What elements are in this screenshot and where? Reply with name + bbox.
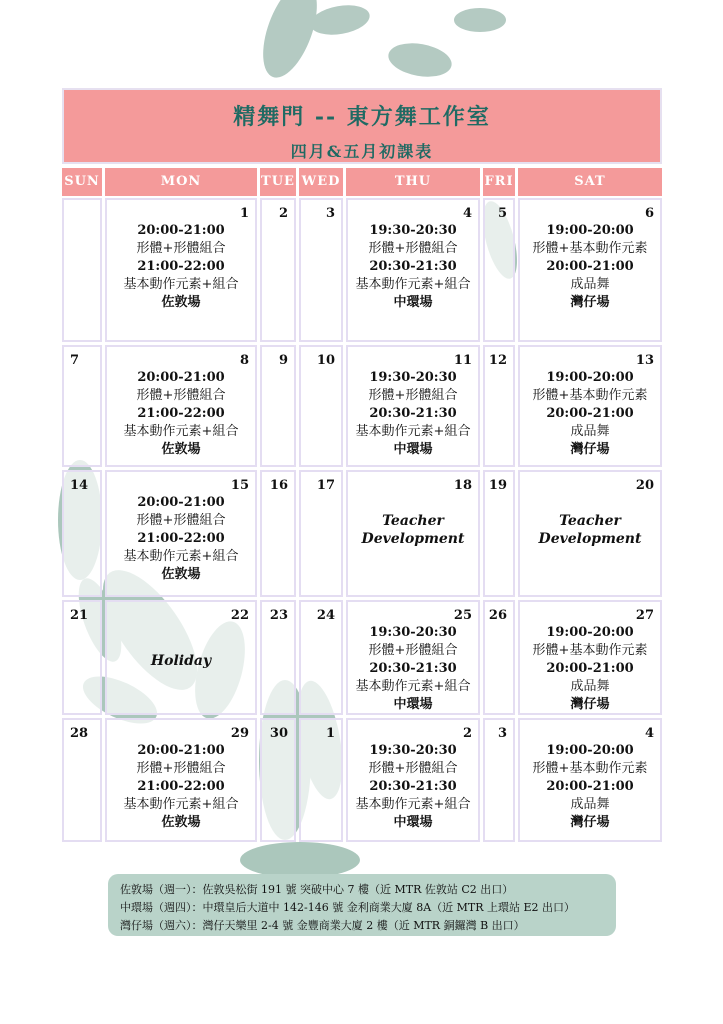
date-number: 26 <box>488 608 507 623</box>
class-type: 形體+形體組合 <box>368 388 458 403</box>
time-slot: 20:00-21:00 <box>546 661 634 676</box>
date-number: 19 <box>488 478 507 493</box>
time-slot: 19:00-20:00 <box>546 625 634 640</box>
day-cell-thu <box>346 345 480 467</box>
class-schedule <box>348 369 478 459</box>
day-header-sat: SAT <box>518 168 662 196</box>
time-slot: 20:00-21:00 <box>137 370 225 385</box>
venue-label: 灣仔場 <box>570 442 610 457</box>
class-schedule <box>107 369 255 459</box>
day-cell-tue <box>260 345 296 467</box>
special-event-line: Development <box>538 531 642 547</box>
time-slot: 21:00-22:00 <box>137 406 225 421</box>
day-cell-mon <box>105 345 257 467</box>
time-slot: 20:00-21:00 <box>137 743 225 758</box>
date-number: 22 <box>230 608 249 623</box>
date-number: 18 <box>453 478 472 493</box>
day-cell-fri <box>483 470 515 597</box>
day-cell-thu <box>346 600 480 715</box>
class-type: 成品舞 <box>570 277 610 292</box>
time-slot: 20:00-21:00 <box>546 779 634 794</box>
day-cell-wed <box>299 600 343 715</box>
class-type: 基本動作元素+組合 <box>123 549 239 564</box>
day-cell-thu <box>346 718 480 842</box>
time-slot: 19:00-20:00 <box>546 223 634 238</box>
class-type: 成品舞 <box>570 797 610 812</box>
day-cell-tue <box>260 718 296 842</box>
date-number: 3 <box>497 726 507 741</box>
studio-title: 精舞門 -- 東方舞工作室 <box>233 104 491 130</box>
class-schedule <box>520 222 660 312</box>
date-number: 7 <box>70 353 80 368</box>
class-type: 基本動作元素+組合 <box>123 797 239 812</box>
class-type: 基本動作元素+組合 <box>355 424 471 439</box>
day-cell-fri <box>483 718 515 842</box>
day-cell-sun <box>62 345 102 467</box>
class-schedule <box>348 222 478 312</box>
day-cell-sat <box>518 345 662 467</box>
day-cell-sun <box>62 718 102 842</box>
time-slot: 20:30-21:30 <box>369 259 457 274</box>
venue-label: 佐敦場 <box>161 295 201 310</box>
time-slot: 20:00-21:00 <box>137 223 225 238</box>
time-slot: 19:30-20:30 <box>369 625 457 640</box>
time-slot: 19:30-20:30 <box>369 743 457 758</box>
class-type: 基本動作元素+組合 <box>355 679 471 694</box>
date-number: 9 <box>278 353 288 368</box>
date-number: 2 <box>278 206 288 221</box>
day-header-tue: TUE <box>260 168 296 196</box>
day-cell-wed <box>299 470 343 597</box>
time-slot: 21:00-22:00 <box>137 779 225 794</box>
venue-label: 中環場 <box>393 697 433 712</box>
day-cell-fri <box>483 198 515 342</box>
special-event-line: Teacher <box>382 513 444 529</box>
special-event <box>348 512 478 548</box>
date-number: 16 <box>269 478 288 493</box>
time-slot: 19:30-20:30 <box>369 223 457 238</box>
class-type: 基本動作元素+組合 <box>123 424 239 439</box>
class-schedule <box>107 742 255 832</box>
time-slot: 21:00-22:00 <box>137 531 225 546</box>
class-type: 基本動作元素+組合 <box>355 277 471 292</box>
date-number: 4 <box>462 206 472 221</box>
time-slot: 20:00-21:00 <box>137 495 225 510</box>
day-header-wed: WED <box>299 168 343 196</box>
date-number: 4 <box>644 726 654 741</box>
date-number: 24 <box>316 608 335 623</box>
venue-label: 佐敦場 <box>161 442 201 457</box>
date-number: 10 <box>316 353 335 368</box>
special-event-line: Development <box>361 531 465 547</box>
class-schedule <box>520 369 660 459</box>
venue-label: 中環場 <box>393 815 433 830</box>
day-cell-wed <box>299 198 343 342</box>
venue-addresses <box>108 874 616 936</box>
day-header-fri: FRI <box>483 168 515 196</box>
venue-label: 中環場 <box>393 442 433 457</box>
day-cell-sat <box>518 718 662 842</box>
time-slot: 20:00-21:00 <box>546 406 634 421</box>
day-cell-tue <box>260 198 296 342</box>
class-type: 形體+形體組合 <box>136 761 226 776</box>
class-schedule <box>107 494 255 584</box>
venue-label: 中環場 <box>393 295 433 310</box>
class-type: 形體+基本動作元素 <box>532 761 648 776</box>
class-type: 形體+基本動作元素 <box>532 643 648 658</box>
date-number: 1 <box>325 726 335 741</box>
day-cell-fri <box>483 345 515 467</box>
date-number: 20 <box>635 478 654 493</box>
class-type: 形體+基本動作元素 <box>532 388 648 403</box>
venue-label: 灣仔場 <box>570 295 610 310</box>
day-header-thu: THU <box>346 168 480 196</box>
class-type: 形體+形體組合 <box>136 388 226 403</box>
day-cell-wed <box>299 718 343 842</box>
date-number: 2 <box>462 726 472 741</box>
date-number: 29 <box>230 726 249 741</box>
date-number: 5 <box>497 206 507 221</box>
special-event: Holiday <box>150 653 212 669</box>
date-number: 17 <box>316 478 335 493</box>
time-slot: 21:00-22:00 <box>137 259 225 274</box>
date-number: 8 <box>239 353 249 368</box>
day-cell-wed <box>299 345 343 467</box>
date-number: 6 <box>644 206 654 221</box>
day-cell-sun <box>62 198 102 342</box>
day-cell-sun <box>62 600 102 715</box>
class-type: 基本動作元素+組合 <box>355 797 471 812</box>
venue-wanchai: 灣仔場（週六）：灣仔天樂里 2-4 號 金豐商業大廈 2 樓（近 MTR 銅鑼灣 B 出口） <box>120 919 525 932</box>
class-type: 形體+形體組合 <box>136 241 226 256</box>
time-slot: 19:30-20:30 <box>369 370 457 385</box>
date-number: 3 <box>325 206 335 221</box>
class-type: 形體+形體組合 <box>368 761 458 776</box>
day-cell-thu <box>346 470 480 597</box>
venue-label: 佐敦場 <box>161 567 201 582</box>
class-schedule <box>348 742 478 832</box>
date-number: 27 <box>635 608 654 623</box>
day-cell-sun <box>62 470 102 597</box>
class-schedule <box>107 222 255 312</box>
date-number: 23 <box>269 608 288 623</box>
day-cell-sat <box>518 600 662 715</box>
schedule-subtitle: 四月&五月初課表 <box>290 142 434 161</box>
day-cell-mon <box>105 600 257 715</box>
day-cell-sat <box>518 470 662 597</box>
date-number: 13 <box>635 353 654 368</box>
class-schedule <box>520 624 660 714</box>
time-slot: 20:30-21:30 <box>369 779 457 794</box>
time-slot: 19:00-20:00 <box>546 370 634 385</box>
day-cell-mon <box>105 470 257 597</box>
day-cell-sat <box>518 198 662 342</box>
special-event <box>520 512 660 548</box>
day-cell-fri <box>483 600 515 715</box>
class-schedule <box>520 742 660 832</box>
day-cell-tue <box>260 470 296 597</box>
date-number: 12 <box>488 353 507 368</box>
date-number: 21 <box>70 608 89 623</box>
schedule-header <box>62 88 662 164</box>
class-type: 形體+基本動作元素 <box>532 241 648 256</box>
date-number: 28 <box>70 726 89 741</box>
special-event-line: Teacher <box>559 513 621 529</box>
date-number: 1 <box>239 206 249 221</box>
class-type: 基本動作元素+組合 <box>123 277 239 292</box>
day-cell-thu <box>346 198 480 342</box>
date-number: 30 <box>269 726 288 741</box>
time-slot: 19:00-20:00 <box>546 743 634 758</box>
class-type: 成品舞 <box>570 679 610 694</box>
class-schedule <box>348 624 478 714</box>
date-number: 11 <box>453 353 472 368</box>
date-number: 15 <box>230 478 249 493</box>
day-header-sun: SUN <box>62 168 102 196</box>
venue-jordan: 佐敦場（週一）：佐敦吳松街 191 號 突破中心 7 樓（近 MTR 佐敦站 C2 出口） <box>120 883 514 896</box>
class-type: 形體+形體組合 <box>368 241 458 256</box>
venue-label: 灣仔場 <box>570 815 610 830</box>
time-slot: 20:30-21:30 <box>369 661 457 676</box>
venue-label: 灣仔場 <box>570 697 610 712</box>
day-cell-mon <box>105 198 257 342</box>
class-type: 形體+形體組合 <box>368 643 458 658</box>
day-cell-mon <box>105 718 257 842</box>
date-number: 14 <box>70 478 89 493</box>
venue-label: 佐敦場 <box>161 815 201 830</box>
time-slot: 20:30-21:30 <box>369 406 457 421</box>
class-type: 形體+形體組合 <box>136 513 226 528</box>
date-number: 25 <box>453 608 472 623</box>
class-type: 成品舞 <box>570 424 610 439</box>
venue-central: 中環場（週四）：中環皇后大道中 142-146 號 金利商業大廈 8A（近 MTR 上環站 E2 出口） <box>120 901 576 914</box>
day-header-mon: MON <box>105 168 257 196</box>
day-cell-tue <box>260 600 296 715</box>
time-slot: 20:00-21:00 <box>546 259 634 274</box>
